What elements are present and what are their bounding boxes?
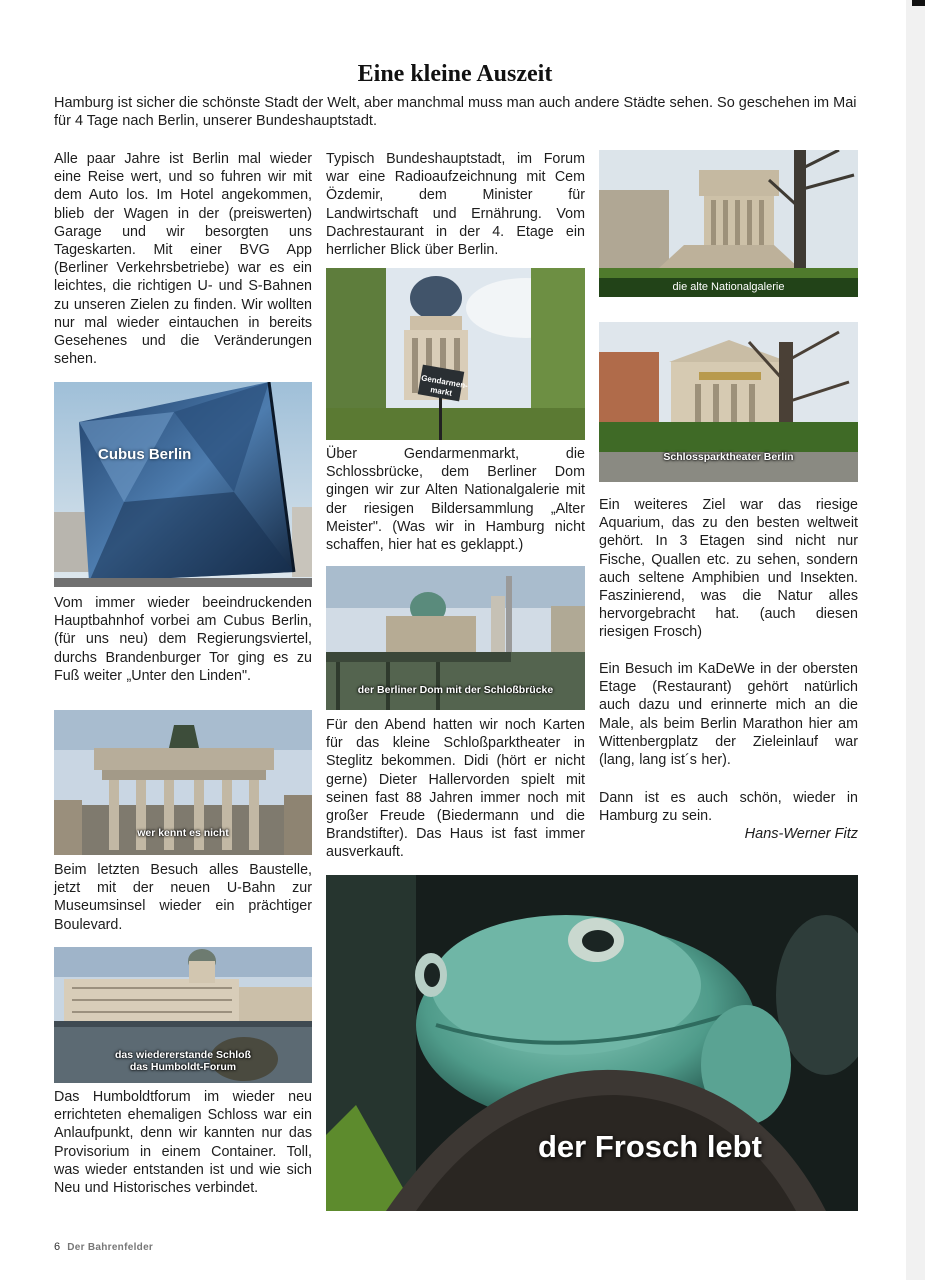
photo-caption-dom: der Berliner Dom mit der Schloßbrücke [357,684,554,696]
paragraph-humboldtforum: Das Humboldtforum im wieder neu errichteten ehemaligen Schloss war ein Anlaufpunkt, denn wir kannten nur das Provisorium in einem Container. Toll, was wieder entstanden ist und wie sich Neu und Historisches verbindet. [54,1089,312,1197]
nationalgalerie-illustration [599,150,858,297]
article-intro: Hamburg ist sicher die schönste Stadt der Welt, aber manchmal muss man auch andere Städte sehen. So geschehen im Mai für 4 Tage nach Berlin, unserer Bundeshauptstadt. [54,95,857,129]
photo-caption-schloss-1: das wiedererstande Schloß [115,1049,251,1061]
corner-mark [912,0,925,6]
photo-caption-theater: Schlossparktheater Berlin [663,451,794,463]
paragraph-arrival: Alle paar Jahre ist Berlin mal wieder eine Reise wert, und so fuhren wir mit dem Auto los. Im Hotel angekommen, blieb der Wagen in der (preiswerten) Garage und wir besorgten uns Tageskarten. Mit einer BVG App (Berliner Verkehrsbetriebe) war es ein leichtes, die richtigen U- und S-Bahnen zu unseren Zielen zu finden. Wir wollten nur mal wieder eintauchen in bereits Gesehenes und die Veränderungen sehen. [54,151,312,368]
paragraph-theater: Für den Abend hatten wir noch Karten für das kleine Schloßparktheater in Steglitz bekommen. Didi (hört er nicht gerne) Dieter Hallervorden spielt mit seinen fast 88 Jahren immer noch mit großer Freude (Biedermann und die Brandstifter). Das Haus ist fast immer ausverkauft. [326,717,585,861]
photo-cubus-berlin [54,382,312,587]
paragraph-boulevard: Beim letzten Besuch alles Baustelle, jetzt mit der neuen U-Bahn zur Museumsinsel wieder ein prächtiger Boulevard. [54,862,312,933]
photo-caption-nationalgalerie: die alte Nationalgalerie [599,278,858,297]
photo-sign-gendarmenmarkt: Gendarmen- markt [420,373,469,398]
photo-caption-brandenburg: wer kennt es nicht [137,827,229,839]
photo-caption-schloss-2: das Humboldt-Forum [129,1061,237,1073]
photo-berliner-dom [326,566,585,710]
article-author: Hans-Werner Fitz [744,826,858,842]
photo-schlossparktheater [599,322,858,482]
paragraph-walk: Über Gendarmenmarkt, die Schlossbrücke, dem Berliner Dom gingen wir zur Alten Nationalgalerie mit der riesigen Bildersammlung „Alter Meister". (Was wir in Hamburg nicht schaffen, hier hat es geklappt.) [326,446,585,554]
gendarmenmarkt-illustration [326,268,585,440]
magazine-name: Der Bahrenfelder [67,1242,154,1253]
photo-frog [326,875,858,1211]
paragraph-forum: Typisch Bundeshauptstadt, im Forum war eine Radioaufzeichnung mit Cem Özdemir, dem Minister für Landwirtschaft und Ernährung. Vom Dachrestaurant in der 4. Etage ein herrlicher Blick über Berlin. [326,151,585,259]
paragraph-aquarium: Ein weiteres Ziel war das riesige Aquarium, das zu den besten weltweit gehört. In 3 Etagen sind nicht nur Fische, Quallen etc. zu sehen, sondern auch seltene Amphibien und Insekten. Faszinierend, was die Natur alles hervorgebracht hat. (auch diesen riesigen Frosch) [599,497,858,641]
paragraph-kadewe: Ein Besuch im KaDeWe in der obersten Etage (Restaurant) gehört natürlich auch dazu und erinnerte mich an die Male, als beim Berlin Marathon hier am Wittenbergplatz der Zieleinlauf war (lang, lang ist´s her). [599,661,858,769]
article-title: Eine kleine Auszeit [357,61,553,87]
page-number: 6 [54,1241,61,1253]
photo-caption-cubus: Cubus Berlin [98,446,192,463]
photo-gendarmenmarkt [326,268,585,440]
page-edge-strip [906,0,925,1280]
page-footer [54,1241,153,1253]
photo-caption-frog: der Frosch lebt [538,1129,762,1164]
paragraph-return: Dann ist es auch schön, wieder in Hamburg zu sein. [599,790,858,825]
photo-alte-nationalgalerie [599,150,858,297]
photo-humboldt-forum [54,947,312,1083]
cubus-illustration [54,382,312,587]
paragraph-route: Vom immer wieder beeindruckenden Hauptbahnhof vorbei am Cubus Berlin, (für uns neu) dem Regierungsviertel, durchs Brandenburger Tor ging es zu Fuß weiter „Unter den Linden". [54,595,312,684]
photo-brandenburger-tor [54,710,312,855]
